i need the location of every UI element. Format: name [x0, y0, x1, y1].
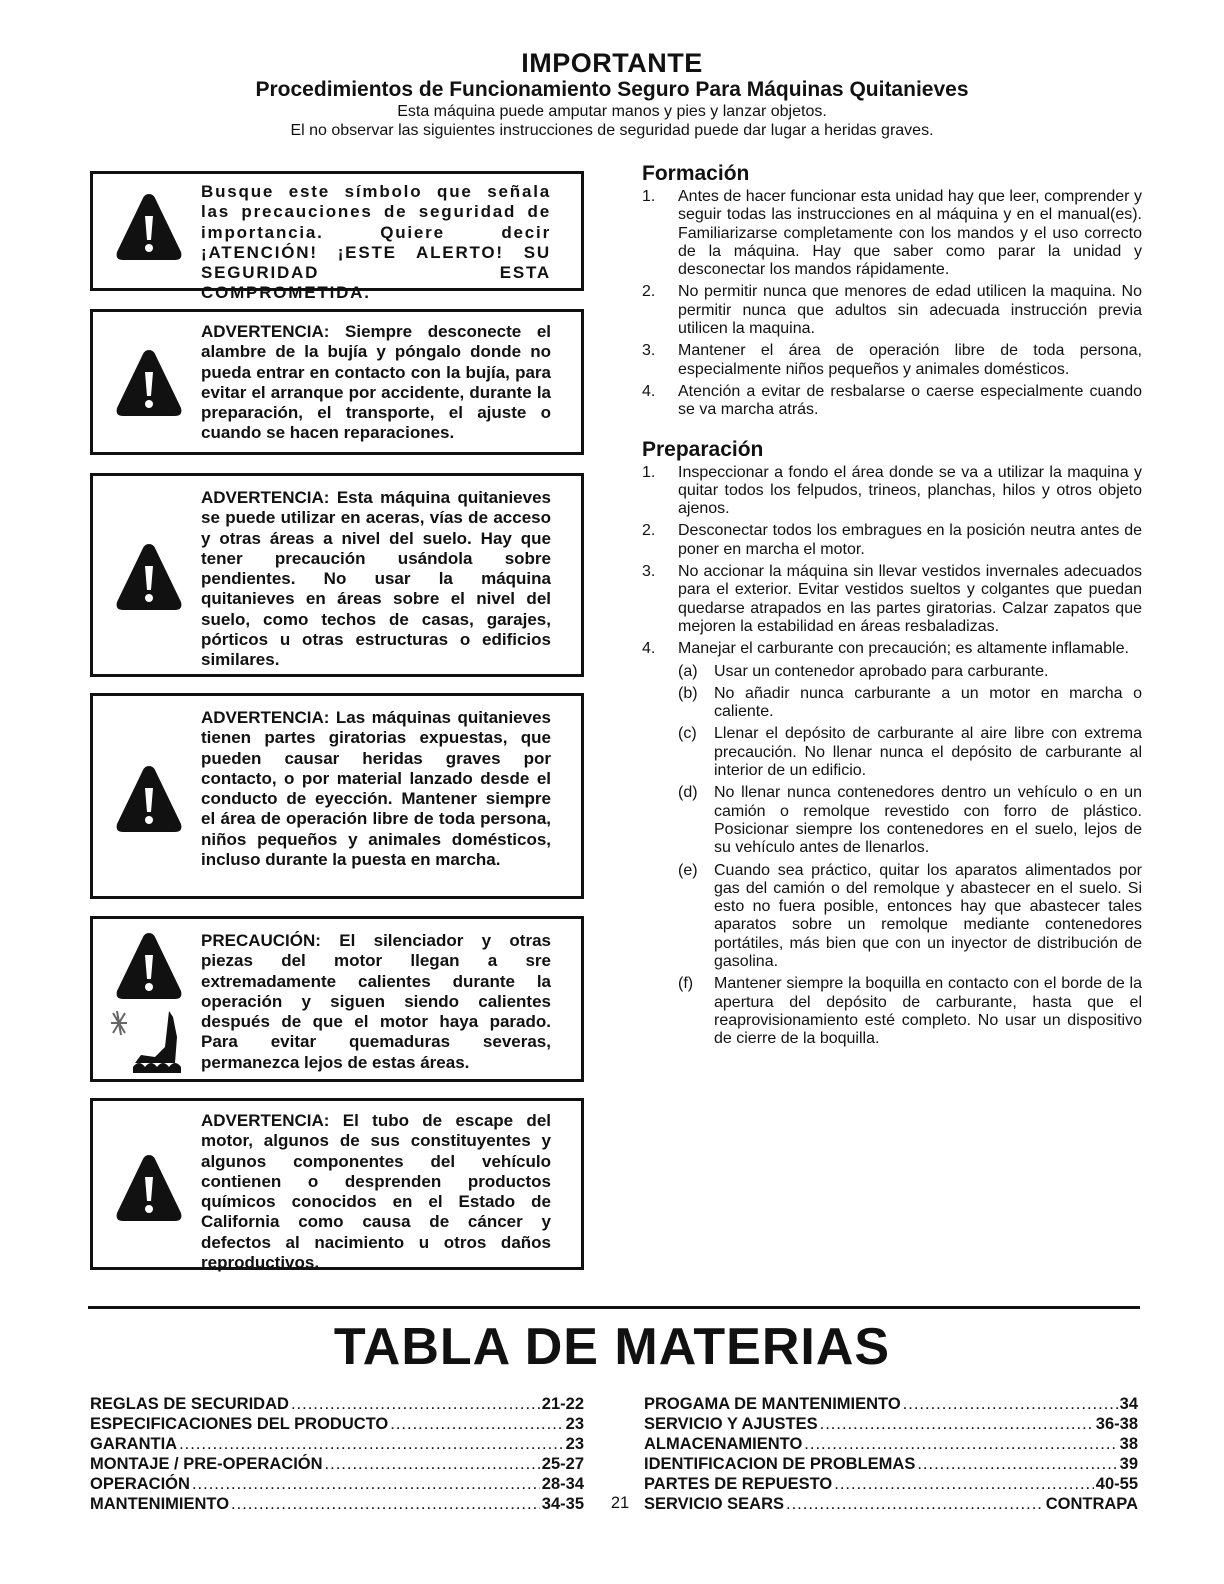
warning-box-slopes — [90, 473, 584, 677]
section-divider — [88, 1306, 1140, 1309]
intro-line-1: Esta máquina puede amputar manos y pies y lanzar objetos. — [397, 103, 827, 120]
toc-entry[interactable]: GARANTIA ..... 23 — [90, 1434, 584, 1454]
toc-entry[interactable]: SERVICIO Y AJUSTES ..... 36-38 — [644, 1414, 1138, 1434]
list-item: 2. No permitir nunca que menores de edad utilicen la maquina. No permitir nunca que adultos sin adecuada instrucción previa utilicen la maquina. — [642, 283, 1142, 338]
sub-list-item: (a) Usar un contenedor aprobado para carburante. — [678, 662, 1049, 680]
warning-text-slopes: ADVERTENCIA: Esta máquina quitanieves se puede utilizar en aceras, vías de acceso y otras áreas a nivel del suelo. Hay que tener precaución usándola sobre pendientes. No usar la máquina quitanieves en áreas sobre el nivel del suelo, como techos de casas, garajes, pórticos u otras estructuras o edificios similares. — [201, 488, 551, 670]
warning-triangle-icon — [115, 931, 183, 1001]
warning-text-symbol: Busque este símbolo que señala las precauciones de seguridad de importancia. Quiere decir ¡ATENCIÓN! ¡ESTE ALERTO! SU SEGURIDAD ESTA COMPROMETIDA. — [201, 182, 551, 303]
warning-box-rotating-parts — [90, 693, 584, 899]
list-item: 3. No accionar la máquina sin llevar vestidos invernales adecuados para el exterior. Evitar vestidos sueltos y colgantes que puedan quedarse atrapados en las partes giratorias. Calzar zapatos que mejoren la estabilidad en áreas resbaladizas. — [642, 563, 1142, 635]
page-header — [60, 48, 1164, 140]
toc-entry[interactable]: REGLAS DE SECURIDAD ..... 21-22 — [90, 1394, 584, 1414]
list-item: 2. Desconectar todos los embragues en la posición neutra antes de poner en marcha el motor. — [642, 522, 1142, 558]
warning-triangle-icon — [115, 1153, 183, 1223]
warning-box-spark-plug — [90, 309, 584, 455]
warning-text-exhaust: ADVERTENCIA: El tubo de escape del motor, algunos de sus constituyentes y algunos componentes del vehículo contienen o desprenden productos químicos conocidos en el Estado de California como causa de cáncer y defectos al nacimiento u otros daños reproductivos. — [201, 1111, 551, 1273]
section-title-formacion: Formación — [642, 162, 750, 185]
instructions-column — [642, 162, 1142, 1052]
list-item: 4. Manejar el carburante con precaución; es altamente inflamable. — [642, 640, 1129, 658]
warning-box-exhaust — [90, 1098, 584, 1273]
toc-entry[interactable]: IDENTIFICACION DE PROBLEMAS ..... 39 — [644, 1454, 1138, 1474]
page-subtitle: Procedimientos de Funcionamiento Seguro Para Máquinas Quitanieves — [255, 78, 969, 101]
page-title: IMPORTANTE — [521, 48, 703, 78]
list-item: 1. Antes de hacer funcionar esta unidad hay que leer, comprender y seguir todas las instrucciones en al máquina y en el manual(es). Familiarizarse completamente con los mandos y el uso correcto de la máquina. Hay que saber como parar la unidad y desconectar los mandos rápidamente. — [642, 188, 1142, 279]
toc-entry[interactable]: OPERACIÓN ..... 28-34 — [90, 1474, 584, 1494]
section-title-preparacion: Preparación — [642, 437, 764, 461]
toc-title: TABLA DE MATERIAS — [333, 1318, 891, 1376]
toc-entry[interactable]: ALMACENAMIENTO ..... 38 — [644, 1434, 1138, 1454]
sub-list-item: (f) Mantener siempre la boquilla en contacto con el borde de la apertura del depósito de carburante, hasta que el reaprovisionamiento esté completo. No usar un dispositivo de cierre de la boquilla. — [678, 975, 1142, 1048]
warning-triangle-icon — [115, 542, 183, 612]
warning-box-hot-muffler — [90, 916, 584, 1082]
formacion-list — [642, 188, 1142, 420]
hot-surface-hand-icon — [105, 1007, 185, 1077]
toc-entry[interactable]: PROGAMA DE MANTENIMIENTO ..... 34 — [644, 1394, 1138, 1414]
warning-text-spark-plug: ADVERTENCIA: Siempre desconecte el alambre de la bujía y póngalo donde no pueda entrar en contacto con la bujía, para evitar el arranque por accidente, durante la preparación, el transporte, el ajuste o cuando se hacen reparaciones. — [201, 322, 551, 443]
toc-right-column — [644, 1394, 1138, 1514]
toc-entry[interactable]: SERVICIO SEARS ..... CONTRAPA — [644, 1494, 1138, 1514]
toc-entry[interactable]: MANTENIMIENTO ..... 34-35 — [90, 1494, 584, 1514]
warning-triangle-icon — [115, 348, 183, 418]
intro-line-2: El no observar las siguientes instrucciones de seguridad puede dar lugar a heridas graves. — [290, 122, 934, 139]
preparacion-list — [642, 464, 1142, 1049]
list-item: 4. Atención a evitar de resbalarse o caerse especialmente cuando se va marcha atrás. — [642, 382, 1142, 419]
warning-text-hot-muffler: PRECAUCIÓN: El silenciador y otras piezas del motor llegan a sre extremadamente calientes durante la operación y siguen siendo calientes después de que el motor haya parado. Para evitar quemaduras severas, permanezca lejos de estas áreas. — [201, 931, 551, 1072]
list-item: 1. Inspeccionar a fondo el área donde se va a utilizar la maquina y quitar todos los felpudos, trineos, planchas, hilos y otros objeto ajenos. — [642, 463, 1142, 518]
toc-entry[interactable]: ESPECIFICACIONES DEL PRODUCTO ..... 23 — [90, 1414, 584, 1434]
page-number: 21 — [610, 1494, 630, 1512]
toc-entry[interactable]: MONTAJE / PRE-OPERACIÓN ..... 25-27 — [90, 1454, 584, 1474]
warning-triangle-icon — [115, 192, 183, 262]
warning-box-symbol — [90, 171, 584, 303]
sub-list-item: (e) Cuando sea práctico, quitar los aparatos alimentados por gas del camión o del remolque y abastecer en el suelo. Si esto no fuera posible, entonces hay que abastecer tales aparatos sobre un remolque mediante contenedores portátiles, más bien que con un inyector de distribución de gasolina. — [678, 861, 1142, 970]
toc-left-column — [90, 1394, 584, 1514]
sub-list-item: (c) Llenar el depósito de carburante al aire libre con extrema precaución. No llenar nunca el depósito de carburante al interior de un edificio. — [678, 725, 1142, 780]
sub-list-item: (d) No llenar nunca contenedores dentro un vehículo o en un camión o remolque revestido con forro de plástico. Posicionar siempre los contenedores en el suelo, lejos de su vehículo antes de llenarlos. — [678, 784, 1142, 857]
warning-text-rotating-parts: ADVERTENCIA: Las máquinas quitanieves tienen partes giratorias expuestas, que pueden causar heridas graves por contacto, o por material lanzado desde el conducto de eyección. Mantener siempre el área de operación libre de toda persona, niños pequeños y animales domésticos, incluso durante la puesta en marcha. — [201, 708, 551, 870]
toc-entry[interactable]: PARTES DE REPUESTO ..... 40-55 — [644, 1474, 1138, 1494]
warning-triangle-icon — [115, 764, 183, 834]
list-item: 3. Mantener el área de operación libre de toda persona, especialmente niños pequeños y animales domésticos. — [642, 342, 1142, 378]
sub-list-item: (b) No añadir nunca carburante a un motor en marcha o caliente. — [678, 684, 1142, 721]
